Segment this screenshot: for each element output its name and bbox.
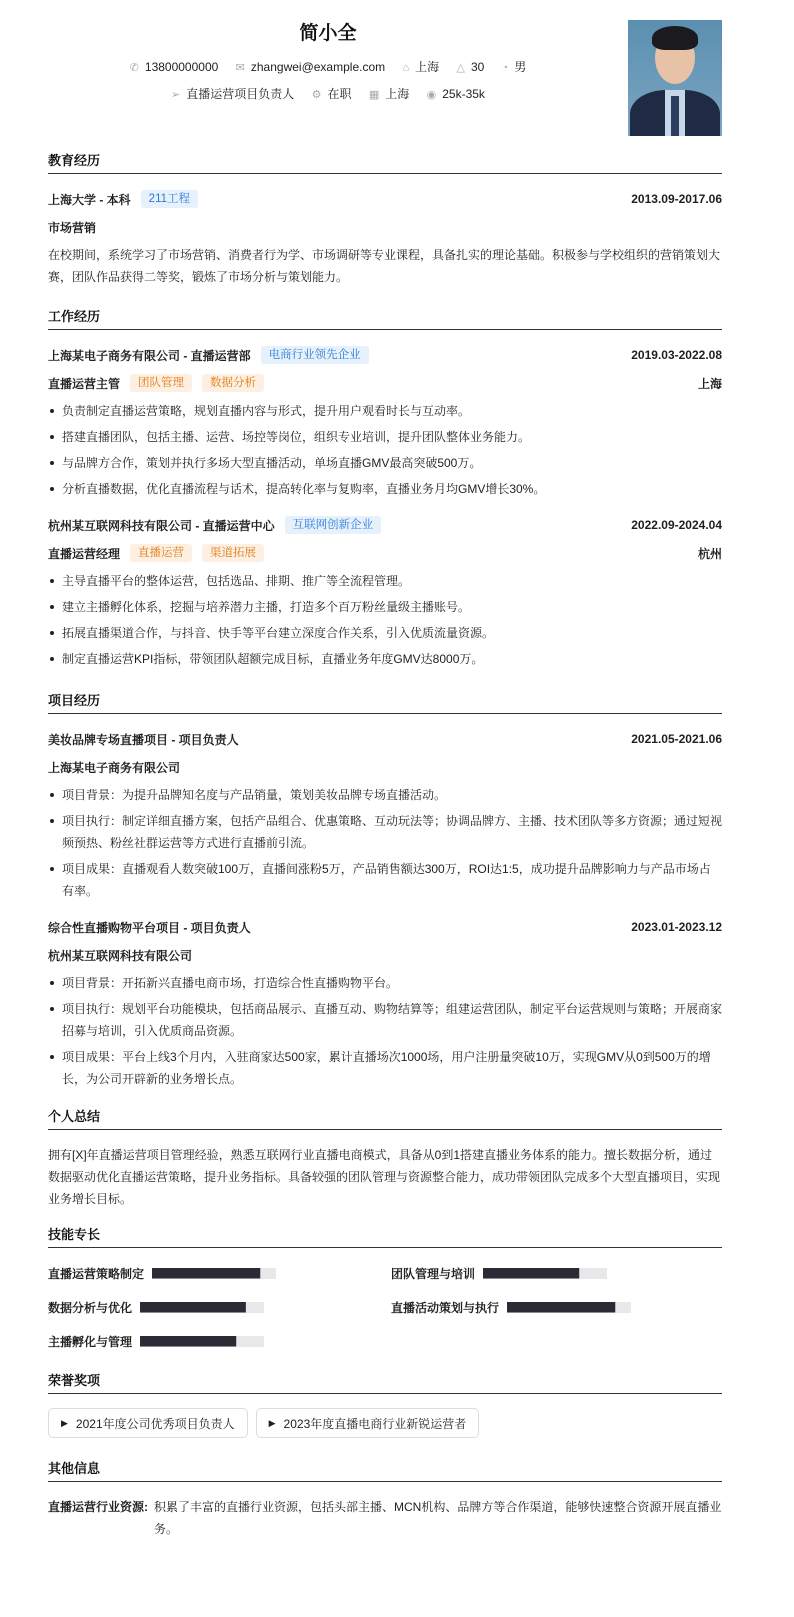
email: zhangwei@example.com (250, 60, 386, 74)
work-bullet: 与品牌方合作，策划并执行多场大型直播活动，单场直播GMV最高突破500万。 (48, 452, 722, 474)
other-key: 直播运营行业资源: (48, 1500, 148, 1514)
gender-icon: ◔ (501, 62, 509, 74)
phone: 13800000000 (144, 60, 219, 74)
skill-item (391, 1262, 722, 1284)
project-entry (48, 728, 722, 902)
phone-icon: ✆ (129, 62, 139, 74)
home-icon: ⌂ (402, 62, 410, 74)
award-item (48, 1408, 248, 1438)
summary-section (48, 1106, 722, 1210)
education-section (48, 150, 722, 288)
skill-bar-fill (140, 1302, 246, 1313)
mail-icon: ✉ (235, 62, 245, 74)
date: 2022.09-2024.04 (631, 518, 722, 532)
project-bullet: 项目背景：为提升品牌知名度与产品销量，策划美妆品牌专场直播活动。 (48, 784, 722, 806)
skill-tag: 渠道拓展 (202, 544, 264, 562)
company: 上海某电子商务有限公司 - 直播运营部 (48, 348, 251, 363)
project-title: 综合性直播购物平台项目 - 项目负责人 (48, 920, 251, 935)
section-title: 其他信息 (48, 1458, 722, 1482)
skill-bar-fill (152, 1268, 260, 1279)
skill-bar (140, 1302, 264, 1313)
date: 2023.01-2023.12 (631, 920, 722, 934)
skill-item (391, 1296, 722, 1318)
project-company: 上海某电子商务有限公司 (48, 760, 181, 775)
other-section (48, 1458, 722, 1540)
major: 市场营销 (48, 220, 97, 235)
company-tag: 电商行业领先企业 (261, 346, 369, 364)
work-bullet: 建立主播孵化体系，挖掘与培养潜力主播，打造多个百万粉丝量级主播账号。 (48, 596, 722, 618)
skill-tag: 团队管理 (130, 374, 192, 392)
school: 上海大学 - 本科 (48, 192, 131, 207)
company-tag: 互联网创新企业 (285, 516, 382, 534)
salary-icon: ◉ (426, 89, 437, 101)
candidate-name: 简小全 (299, 23, 357, 44)
skill-bar (140, 1336, 264, 1347)
triangle-icon: ▶ (268, 1417, 276, 1428)
skill-bar-fill (483, 1268, 579, 1279)
work-bullet: 搭建直播团队，包括主播、运营、场控等岗位，组织专业培训，提升团队整体业务能力。 (48, 426, 722, 448)
award-label: 2021年度公司优秀项目负责人 (75, 1416, 235, 1431)
award-label: 2023年度直播电商行业新锐运营者 (283, 1416, 467, 1431)
section-title: 教育经历 (48, 150, 722, 174)
education-desc: 在校期间，系统学习了市场营销、消费者行为学、市场调研等专业课程，具备扎实的理论基础。积极参与学校组织的营销策划大赛，团队作品获得二等奖，锻炼了市场分析与策划能力。 (48, 248, 721, 284)
role: 直播运营主管 (48, 376, 121, 391)
work-bullet: 制定直播运营KPI指标，带领团队超额完成目标，直播业务年度GMV达8000万。 (48, 648, 722, 670)
skill-bar-fill (507, 1302, 615, 1313)
skill-name: 主播孵化与管理 (48, 1334, 133, 1349)
school-tag: 211工程 (141, 190, 198, 208)
project-bullet: 项目背景：开拓新兴直播电商市场，打造综合性直播购物平台。 (48, 972, 722, 994)
skill-bar-fill (140, 1336, 236, 1347)
date: 2021.05-2021.06 (631, 732, 722, 746)
date: 2013.09-2017.06 (631, 192, 722, 206)
awards-section (48, 1370, 722, 1438)
section-title: 技能专长 (48, 1224, 722, 1248)
age: 30 (470, 60, 485, 74)
send-icon: ➢ (171, 89, 181, 101)
project-bullet: 项目执行：制定详细直播方案，包括产品组合、优惠策略、互动玩法等；协调品牌方、主播、技术团队等多方资源；通过短视频预热、粉丝社群运营等方式进行直播前引流。 (48, 810, 722, 854)
skill-bar (152, 1268, 276, 1279)
resume (48, 0, 722, 1540)
work-bullet: 主导直播平台的整体运营，包括选品、排期、推广等全流程管理。 (48, 570, 722, 592)
summary-text: 拥有[X]年直播运营项目管理经验，熟悉互联网行业直播电商模式，具备从0到1搭建直播业务体系的能力。擅长数据分析，通过数据驱动优化直播运营策略，提升业务指标。具备较强的团队管理与资源整合能力，成功带领团队完成多个大型直播项目，实现业务增长目标。 (48, 1148, 721, 1206)
work-city: 上海 (697, 376, 722, 391)
resume-header (48, 0, 722, 150)
gear-icon: ⚙ (311, 89, 322, 101)
award-item (256, 1408, 480, 1438)
work-bullet: 分析直播数据，优化直播流程与话术，提高转化率与复购率，直播业务月均GMV增长30%。 (48, 478, 722, 500)
skill-item (48, 1262, 391, 1284)
section-title: 个人总结 (48, 1106, 722, 1130)
skill-bar (483, 1268, 607, 1279)
age-icon: △ (456, 62, 465, 74)
work-bullet: 负责制定直播运营策略，规划直播内容与形式，提升用户观看时长与互动率。 (48, 400, 722, 422)
skill-item (48, 1296, 391, 1318)
skill-name: 团队管理与培训 (391, 1266, 476, 1281)
section-title: 项目经历 (48, 690, 722, 714)
contact-row (48, 58, 608, 75)
triangle-icon: ▶ (61, 1417, 68, 1428)
role: 直播运营经理 (48, 546, 121, 561)
profile-photo (628, 20, 722, 136)
section-title: 工作经历 (48, 306, 722, 330)
project-company: 杭州某互联网科技有限公司 (48, 948, 193, 963)
date: 2019.03-2022.08 (631, 348, 722, 362)
project-bullet: 项目成果：直播观看人数突破100万，直播间涨粉5万，产品销售额达300万，ROI达1:5，成功提升品牌影响力与产品市场占有率。 (48, 858, 722, 902)
skill-tag: 直播运营 (130, 544, 192, 562)
work-city: 杭州 (697, 546, 722, 561)
building-icon: ▦ (368, 89, 380, 101)
work-entry (48, 344, 722, 500)
company: 杭州某互联网科技有限公司 - 直播运营中心 (48, 518, 275, 533)
project-title: 美妆品牌专场直播项目 - 项目负责人 (48, 732, 239, 747)
skills-section (48, 1224, 722, 1352)
project-bullet: 项目成果：平台上线3个月内，入驻商家达500家，累计直播场次1000场，用户注册量突破10万，实现GMV从0到500万的增长，为公司开辟新的业务增长点。 (48, 1046, 722, 1090)
skill-name: 数据分析与优化 (48, 1300, 133, 1315)
status: 在职 (327, 87, 352, 101)
project-entry (48, 916, 722, 1090)
skill-item (48, 1330, 391, 1352)
skill-bar (507, 1302, 631, 1313)
job-intent-row (48, 85, 608, 102)
gender: 男 (514, 60, 527, 74)
section-title: 荣誉奖项 (48, 1370, 722, 1394)
skill-name: 直播活动策划与执行 (391, 1300, 500, 1315)
project-bullet: 项目执行：规划平台功能模块，包括商品展示、直播互动、购物结算等；组建运营团队，制定平台运营规则与策略；开展商家招募与培训，引入优质商品资源。 (48, 998, 722, 1042)
position: 直播运营项目负责人 (186, 87, 295, 101)
skill-name: 直播运营策略制定 (48, 1266, 145, 1281)
target-city: 上海 (385, 87, 410, 101)
work-section (48, 306, 722, 670)
project-section (48, 690, 722, 1090)
work-bullet: 拓展直播渠道合作，与抖音、快手等平台建立深度合作关系，引入优质流量资源。 (48, 622, 722, 644)
skill-tag: 数据分析 (202, 374, 264, 392)
other-value: 积累了丰富的直播行业资源，包括头部主播、MCN机构、品牌方等合作渠道，能够快速整合资源开展直播业务。 (154, 1500, 722, 1536)
city: 上海 (415, 60, 440, 74)
work-entry (48, 514, 722, 670)
salary: 25k-35k (442, 87, 485, 101)
